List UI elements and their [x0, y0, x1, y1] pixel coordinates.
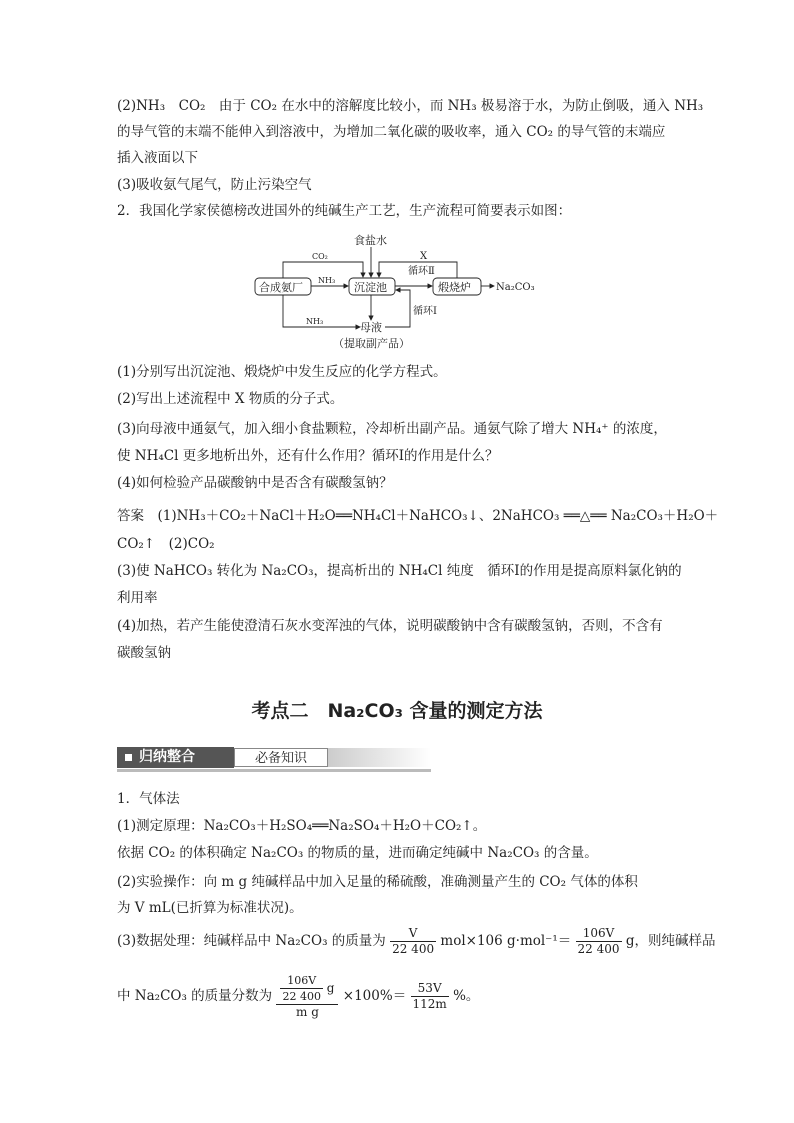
question-2-intro: 2．我国化学家侯德榜改进国外的纯碱生产工艺，生产流程可简要表示如图：: [117, 203, 572, 219]
section-tab-bar: [117, 747, 431, 771]
question-3a: (3)向母液中通氨气，加入细小食盐颗粒，冷却析出副产品。通氨气除了增大 NH₄⁺ 的浓度，: [117, 421, 667, 437]
mass-fraction-line: 中 Na₂CO₃ 的质量分数为 $\frac{106V}{22 400}$ g m g ×100%＝ $\frac{53V}{112m}$ %。: [117, 974, 480, 1019]
x-label: X: [420, 251, 428, 262]
gas-method-heading: 1．气体法: [117, 791, 180, 807]
process-flow-diagram: [250, 230, 550, 355]
tab-fade: [328, 748, 431, 767]
product-label: Na₂CO₃: [496, 282, 535, 293]
answer-line-2b: 的导气管的末端不能伸入到溶液中，为增加二氧化碳的吸收率，通入 CO₂ 的导气管的末端应: [117, 124, 666, 140]
nh3-bottom-label: NH₃: [306, 317, 324, 326]
data-processing-line: (3)数据处理：纯碱样品中 Na₂CO₃ 的质量为 $\frac{V}{22 400}$ mol×106 g·mol⁻¹＝ $\frac{106V}{22 400}$ g，则纯碱样品: [117, 926, 716, 956]
xunhuan1-label: 循环Ⅰ: [413, 306, 437, 317]
section-title: 考点二 Na₂CO₃ 含量的测定方法: [251, 700, 543, 722]
operation-line-2: 为 V mL(已折算为标准状况)。: [117, 900, 303, 916]
question-4: (4)如何检验产品碳酸钠中是否含有碳酸氢钠？: [117, 475, 393, 491]
tab-bibei: 必备知识: [234, 748, 328, 767]
hecheng-label: 合成氨厂: [259, 281, 303, 294]
muye-label: 母液: [360, 321, 382, 334]
answer-4b: 碳酸氢钠: [117, 645, 171, 661]
xunhuan2-label: 循环Ⅱ: [408, 266, 435, 277]
fraction-106v-over-22400: $\frac{106V}{22 400}$: [577, 926, 620, 956]
answer-1b: CO₂↑ (2)CO₂: [117, 536, 215, 552]
answer-3b: 利用率: [117, 590, 158, 606]
answer-3a: (3)使 NaHCO₃ 转化为 Na₂CO₃，提高析出的 NH₄Cl 纯度 循环Ⅰ的作用是提高原料氯化钠的: [117, 563, 682, 579]
principle-line: (1)测定原理：Na₂CO₃＋H₂SO₄══Na₂SO₄＋H₂O＋CO₂↑。: [117, 818, 487, 834]
operation-line: (2)实验操作：向 m g 纯碱样品中加入足量的稀硫酸，准确测量产生的 CO₂ 气体的体积: [117, 874, 638, 890]
fraction-v-over-22400: $\frac{V}{22 400}$: [392, 926, 435, 956]
answer-line-2c: 插入液面以下: [117, 150, 198, 166]
shiyanshui-label: 食盐水: [354, 234, 387, 247]
question-1: (1)分别写出沉淀池、煅烧炉中发生反应的化学方程式。: [117, 364, 447, 380]
answer-4a: (4)加热，若产生能使澄清石灰水变浑浊的气体，说明碳酸钠中含有碳酸氢钠，否则，不含有: [117, 618, 663, 634]
tab-underline: [117, 769, 431, 772]
answer-line-2: (2)NH₃ CO₂ 由于 CO₂ 在水中的溶解度比较小，而 NH₃ 极易溶于水，为防止倒吸，通入 NH₃: [117, 98, 704, 114]
compound-fraction: $\frac{106V}{22 400}$ g m g: [276, 973, 338, 1020]
tab-guina: 归纳整合: [117, 747, 234, 768]
fuchanpin-label: （提取副产品）: [333, 337, 410, 350]
chendian-label: 沉淀池: [354, 281, 387, 294]
duanshao-label: 煅烧炉: [438, 281, 471, 294]
principle-explain: 依据 CO₂ 的体积确定 Na₂CO₃ 的物质的量，进而确定纯碱中 Na₂CO₃ 的含量。: [117, 845, 598, 861]
question-2: (2)写出上述流程中 X 物质的分子式。: [117, 391, 344, 407]
fraction-53v-over-112m: $\frac{53V}{112m}$: [412, 981, 447, 1011]
co2-label: CO₂: [312, 252, 328, 261]
answer-1a: 答案 (1)NH₃＋CO₂＋NaCl＋H₂O══NH₄Cl＋NaHCO₃↓、2NaHCO₃ ══△══ Na₂CO₃＋H₂O＋: [117, 508, 719, 524]
answer-line-3: (3)吸收氨气尾气，防止污染空气: [117, 177, 312, 193]
nh3-top-label: NH₃: [318, 276, 336, 285]
question-3b: 使 NH₄Cl 更多地析出外，还有什么作用？循环Ⅰ的作用是什么？: [117, 448, 499, 464]
